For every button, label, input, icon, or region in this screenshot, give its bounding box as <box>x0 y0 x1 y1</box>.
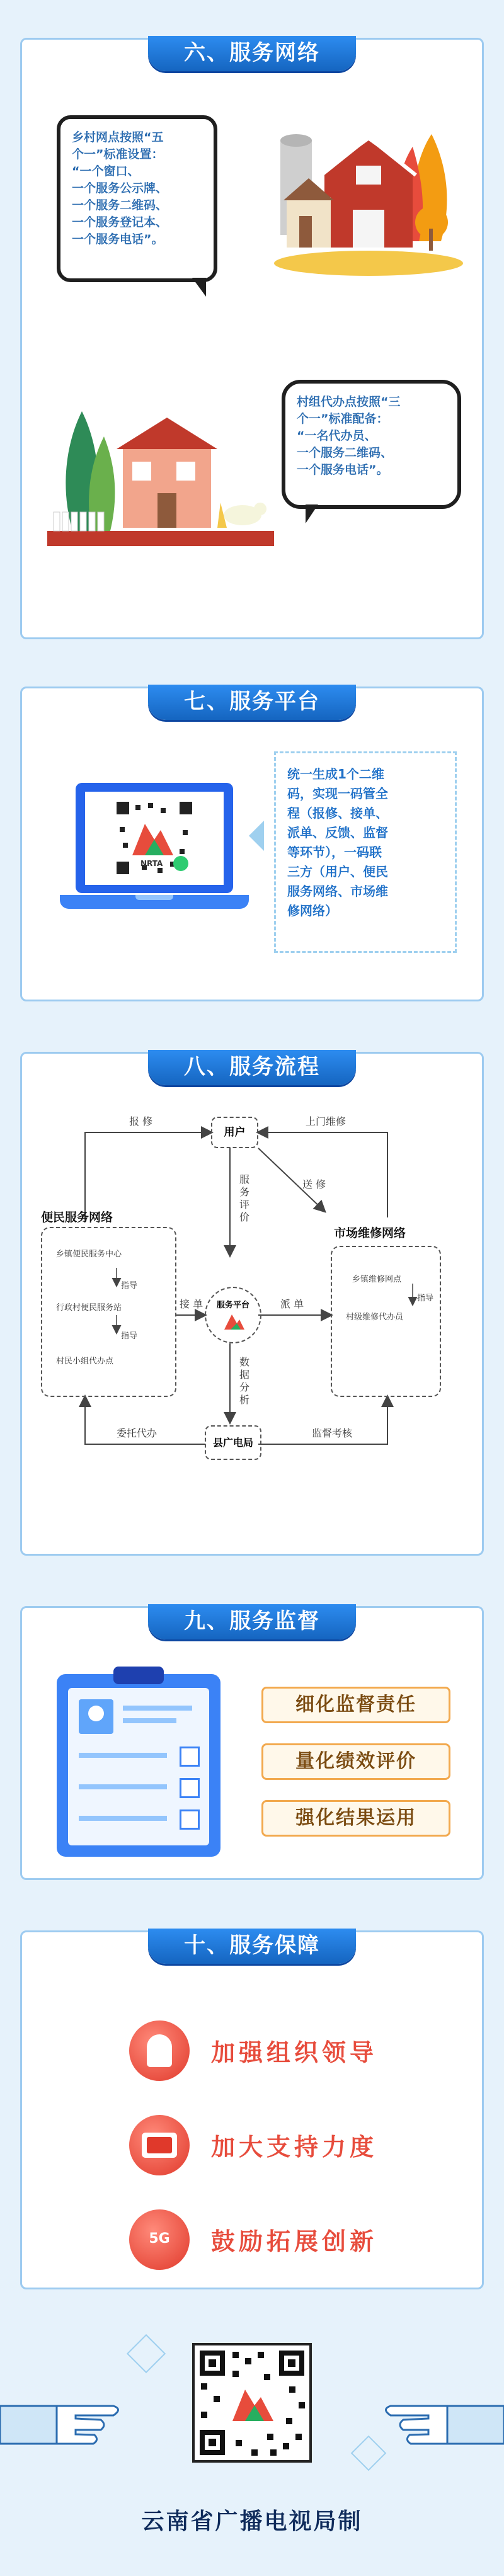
left-network-box: 乡镇便民服务中心 指导 行政村便民服务站 指导 村民小组代办点 <box>41 1227 176 1397</box>
speech-bubble-village-agent: 村组代办点按照“三 个一”标准配备： “一名代办员、 一个服务二维码、 一个服务电话”。 <box>282 380 461 509</box>
section-service-supervision <box>20 1606 484 1880</box>
section-service-guarantee <box>20 1930 484 2289</box>
platform-logo-icon <box>223 1312 246 1331</box>
arrow-label-supervise: 监督考核 <box>312 1427 353 1439</box>
right-network-box: 乡镇维修网点 指导 村级维修代办员 <box>331 1246 441 1397</box>
speech-bubble-village-outlet: 乡村网点按照“五 个一”标准设置： “一个窗口、 一个服务公示牌、 一个服务二维码、 一个服务登记本、 一个服务电话”。 <box>57 115 217 282</box>
village-house-illustration <box>47 392 274 556</box>
section-title: 八、服务流程 <box>148 1050 356 1085</box>
county-bureau-node: 县广电局 <box>205 1425 261 1460</box>
arrow-label-data: 数据分析 <box>239 1356 250 1406</box>
section-service-platform <box>20 687 484 1001</box>
arrow-label-agent: 委托代办 <box>117 1427 158 1439</box>
left-network-title: 便民服务网络 <box>41 1211 113 1224</box>
arrow-label-feedback: 服务评价 <box>239 1173 250 1223</box>
laptop-icon <box>60 783 249 928</box>
bubble-tail <box>192 278 206 297</box>
arrow-label-report: 报 修 <box>129 1115 153 1127</box>
supervision-item: 量化绩效评价 <box>261 1743 450 1780</box>
service-platform-node: 服务平台 <box>205 1287 261 1343</box>
user-node: 用户 <box>211 1117 258 1148</box>
arrow-label-receive: 接 单 <box>180 1298 203 1310</box>
section-title: 七、服务平台 <box>148 685 356 720</box>
arrow-left-chevron <box>249 821 264 851</box>
cube-decoration <box>127 2334 166 2373</box>
svg-text:NRTA: NRTA <box>140 859 163 868</box>
pointing-hand-icon <box>365 2381 504 2456</box>
pointing-hand-icon <box>0 2381 139 2456</box>
farm-house-illustration <box>261 122 463 279</box>
arrow-label-onsite: 上门维修 <box>306 1115 346 1127</box>
supervision-item: 细化监督责任 <box>261 1687 450 1723</box>
arrow-label-dispatch: 派 单 <box>280 1298 304 1310</box>
right-network-title: 市场维修网络 <box>334 1226 406 1240</box>
qr-code-logo <box>110 795 198 881</box>
tv-support-icon <box>129 2115 190 2175</box>
footer-org: 云南省广播电视局制 <box>141 2509 363 2534</box>
section-title: 六、服务网络 <box>148 36 356 71</box>
innovation-5g-icon: 5G <box>129 2209 190 2270</box>
section-title: 九、服务监督 <box>148 1604 356 1639</box>
section-service-flow <box>20 1052 484 1556</box>
qr-pattern-icon <box>195 2345 309 2460</box>
arrow-label-repair: 送 修 <box>302 1178 326 1190</box>
qr-code[interactable] <box>192 2343 312 2463</box>
bubble-tail <box>306 504 318 523</box>
section-service-network <box>20 38 484 639</box>
guarantee-item: 加强组织领导 <box>211 2039 378 2066</box>
leadership-icon <box>129 2020 190 2081</box>
platform-description: 统一生成1个二维 码，实现一码管全 程（报修、接单、 派单、反馈、监督 等环节），一码联 三方（用户、便民 服务网络、市场维 修网络） <box>274 751 457 953</box>
clipboard-icon <box>57 1674 220 1857</box>
guarantee-item: 加大支持力度 <box>211 2133 378 2161</box>
guarantee-item: 鼓励拓展创新 <box>211 2228 378 2255</box>
footer <box>0 2324 504 2576</box>
section-title: 十、服务保障 <box>148 1929 356 1964</box>
supervision-item: 强化结果运用 <box>261 1800 450 1837</box>
